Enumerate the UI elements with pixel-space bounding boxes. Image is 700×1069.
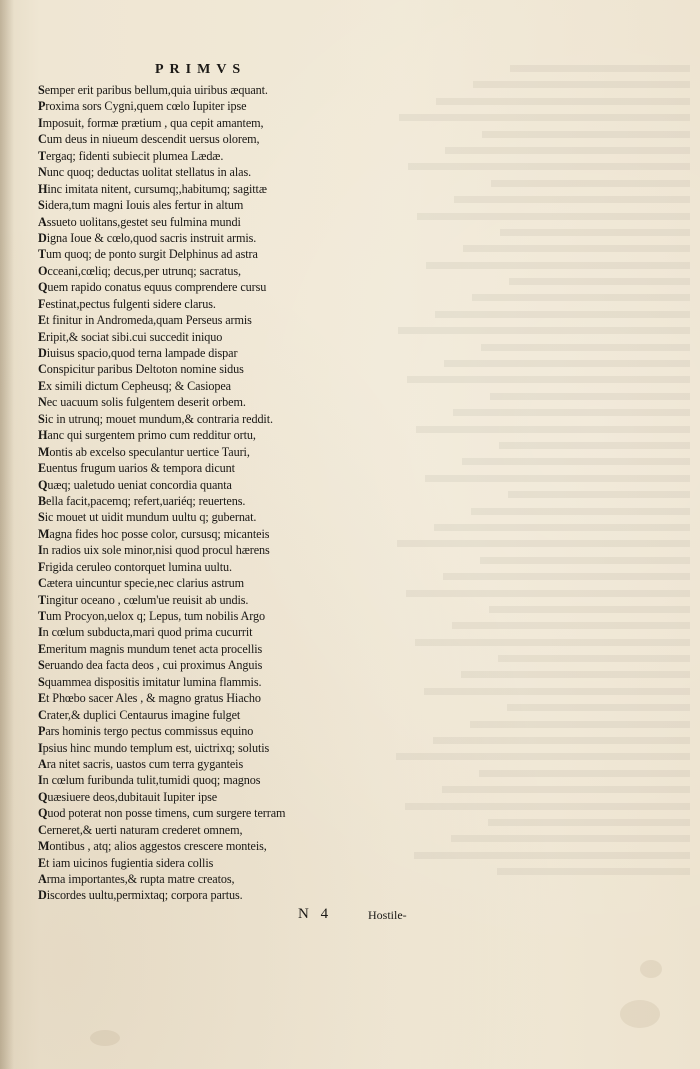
verse-line: Nunc quoq; deductas uolitat stellatus in alas.	[38, 165, 252, 180]
verse-line: In cœlum furibunda tulit,tumidi quoq; magnos	[38, 773, 261, 788]
show-through-line	[360, 535, 690, 551]
show-through-line	[360, 322, 690, 338]
show-through-line	[360, 273, 690, 289]
running-head: PRIMVS	[155, 62, 247, 77]
show-through-line	[360, 650, 690, 666]
page-footer	[180, 906, 440, 928]
verse-line: Montis ab excelso speculantur uertice Tauri,	[38, 444, 250, 459]
verse-line: Arma importantes,& rupta matre creatos,	[38, 872, 235, 886]
show-through-line	[360, 781, 690, 797]
paper-stain	[620, 1000, 660, 1028]
show-through-line	[360, 470, 690, 486]
show-through-line	[360, 847, 690, 863]
show-through-line	[360, 76, 690, 92]
show-through-line	[360, 421, 690, 437]
show-through-line	[360, 339, 690, 355]
verse-block	[38, 82, 368, 904]
verse-line: Quem rapido conatus equus comprendere cursu	[38, 280, 267, 295]
show-through-line	[360, 257, 690, 273]
show-through-line	[360, 585, 690, 601]
verse-line: Et iam uicinos fugientia sidera collis	[38, 855, 214, 870]
verse-line: Cum deus in niueum descendit uersus olorem,	[38, 132, 260, 147]
show-through-line	[360, 601, 690, 617]
verse-line: Ipsius hinc mundo templum est, uictrixq; solutis	[38, 740, 270, 755]
show-through-line	[360, 863, 690, 879]
verse-line: Festinat,pectus fulgenti sidere clarus.	[38, 296, 216, 311]
verse-line: In cœlum subducta,mari quod prima cucurrit	[38, 625, 253, 640]
verse-line: Quæq; ualetudo ueniat concordia quanta	[38, 477, 232, 492]
show-through-line	[360, 109, 690, 125]
verse-line: Quæsiuere deos,dubitauit Iupiter ipse	[38, 789, 218, 804]
verse-line: Frigida ceruleo contorquet lumina uultu.	[38, 559, 233, 574]
verse-line: Imposuit, formæ prætium , qua cepit amantem,	[38, 115, 264, 130]
signature-mark: N 4	[298, 906, 333, 922]
verse-line: Montibus , atq; alios aggestos crescere monteis,	[38, 839, 267, 854]
verse-line: Nec uacuum solis fulgentem deserit orbem.	[38, 395, 246, 410]
verse-line: Bella facit,pacemq; refert,uariéq; reuertens.	[38, 493, 246, 508]
show-through-line	[360, 175, 690, 191]
show-through-line	[360, 404, 690, 420]
verse-line: Cætera uincuntur specie,nec clarius astrum	[38, 576, 244, 591]
show-through-line	[360, 634, 690, 650]
show-through-line	[360, 503, 690, 519]
show-through-line	[360, 683, 690, 699]
show-through-line	[360, 617, 690, 633]
show-through-line	[360, 240, 690, 256]
show-through-line	[360, 142, 690, 158]
show-through-line	[360, 93, 690, 109]
show-through-line	[360, 355, 690, 371]
verse-line: Tergaq; fidenti subiecit plumea Lædæ.	[38, 148, 224, 163]
show-through-line	[360, 486, 690, 502]
verse-line: Magna fides hoc posse color, cursusq; micanteis	[38, 526, 270, 541]
show-through-line	[360, 208, 690, 224]
show-through-line	[360, 388, 690, 404]
verse-line: Discordes uultu,permixtaq; corpora partus.	[38, 888, 243, 903]
show-through-line	[360, 191, 690, 207]
verse-line: Digna Ioue & cœlo,quod sacris instruit armis.	[38, 230, 257, 245]
show-through-line	[360, 437, 690, 453]
verse-line: Et Phœbo sacer Ales , & magno gratus Hiacho	[38, 691, 261, 706]
verse-line: Diuisus spacio,quod terna lampade dispar	[38, 346, 238, 360]
verse-line: Sidera,tum magni Iouis ales fertur in altum	[38, 198, 244, 213]
show-through-line	[360, 830, 690, 846]
verse-line: Crater,& duplici Centaurus imagine fulget	[38, 707, 241, 722]
show-through-line	[360, 158, 690, 174]
verse-line: Hinc imitata nitent, cursumq;,habitumq; sagittæ	[38, 181, 267, 196]
show-through-line	[360, 814, 690, 830]
show-through-line	[360, 568, 690, 584]
verse-line: Sic mouet ut uidit mundum uultu q; gubernat.	[38, 510, 257, 525]
show-through-line	[360, 519, 690, 535]
show-through-line	[360, 666, 690, 682]
verse-line: Ex simili dictum Cepheusq; & Casiopea	[38, 378, 231, 393]
verse-line: Conspicitur paribus Deltoton nomine sidus	[38, 362, 244, 377]
show-through-line	[360, 224, 690, 240]
binding-gutter	[0, 0, 14, 1069]
catchword: Hostile-	[368, 908, 407, 922]
verse-line: Et finitur in Andromeda,quam Perseus armis	[38, 313, 252, 328]
show-through-line	[360, 60, 690, 76]
verse-line: Eripit,& sociat sibi.cui succedit iniquo	[38, 329, 223, 344]
show-through-line	[360, 453, 690, 469]
show-through-line	[360, 716, 690, 732]
verse-line: Pars hominis tergo pectus commissus equino	[38, 724, 254, 739]
show-through-line	[360, 699, 690, 715]
show-through-line	[360, 798, 690, 814]
show-through-text	[360, 60, 690, 880]
verse-line: Hanc qui surgentem primo cum redditur ortu,	[38, 428, 256, 443]
paper-stain	[90, 1030, 120, 1046]
verse-line: Assueto uolitans,gestet seu fulmina mundi	[38, 214, 241, 229]
verse-line: Euentus frugum uarios & tempora dicunt	[38, 461, 235, 476]
verse-line: Squammea dispositis imitatur lumina flammis.	[38, 674, 262, 689]
verse-line: Emeritum magnis mundum tenet acta procellis	[38, 641, 263, 656]
verse-line: Tum quoq; de ponto surgit Delphinus ad astra	[38, 247, 258, 262]
show-through-line	[360, 765, 690, 781]
show-through-line	[360, 371, 690, 387]
verse-line: In radios uix sole minor,nisi quod procul hærens	[38, 543, 270, 558]
verse-line: Ara nitet sacris, uastos cum terra gyganteis	[38, 756, 244, 771]
verse-line: Semper erit paribus bellum,quia uiribus æquant.	[38, 83, 268, 97]
verse-line: Proxima sors Cygni,quem cœlo Iupiter ipse	[38, 99, 247, 114]
show-through-line	[360, 126, 690, 142]
verse-line: Quod poterat non posse timens, cum surgere terram	[38, 806, 286, 821]
show-through-line	[360, 732, 690, 748]
show-through-line	[360, 748, 690, 764]
verse-line: Sic in utrunq; mouet mundum,& contraria reddit.	[38, 411, 273, 426]
paper-stain	[640, 960, 662, 978]
show-through-line	[360, 289, 690, 305]
show-through-line	[360, 552, 690, 568]
verse-line: Seruando dea facta deos , cui proximus Anguis	[38, 658, 263, 673]
show-through-line	[360, 306, 690, 322]
verse-line: Tingitur oceano , cœlum'ue reuisit ab undis.	[38, 592, 249, 607]
verse-line: Occeani,cœliq; decus,per utrunq; sacratus,	[38, 263, 241, 278]
verse-line: Cerneret,& uerti naturam crederet omnem,	[38, 822, 243, 837]
verse-line: Tum Procyon,uelox q; Lepus, tum nobilis Argo	[38, 609, 265, 623]
